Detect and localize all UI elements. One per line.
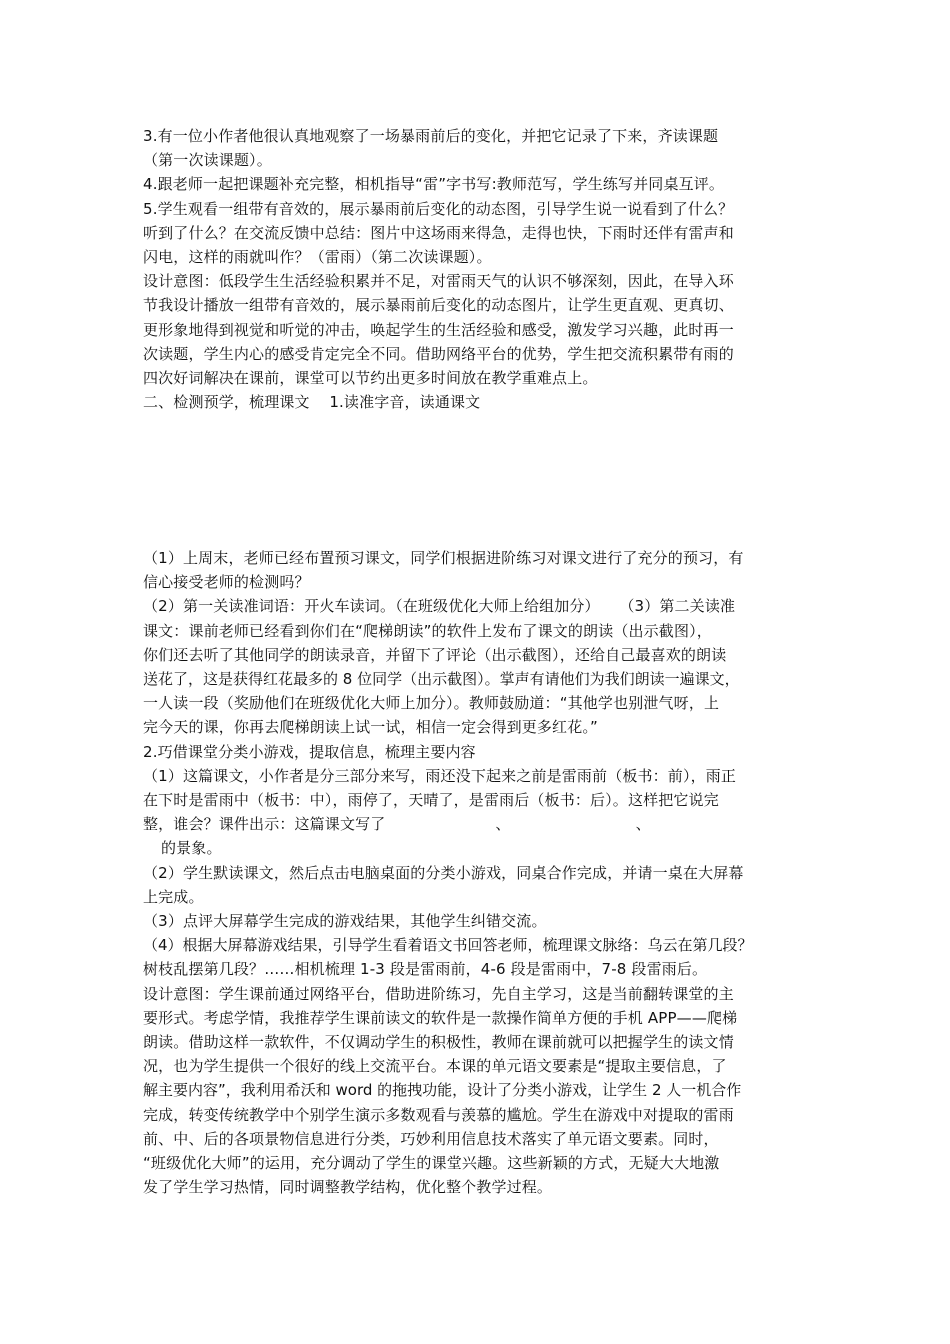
- design-intent-line: 解主要内容”，我利用希沃和 word 的拖拽功能，设计了分类小游戏，让学生 2 人一机合作: [143, 1081, 742, 1100]
- text-line: 的景象。: [161, 839, 222, 858]
- text-line: 闪电，这样的雨就叫作？（雷雨）（第二次读课题）。: [143, 248, 492, 267]
- text-line: 一人读一段（奖励他们在班级优化大师上加分）。教师鼓励道：“其他学也别泄气呀，上: [143, 694, 720, 713]
- text-line: 你们还去听了其他同学的朗读录音，并留下了评论（出示截图），还给自己最喜欢的朗读: [143, 645, 727, 664]
- text-line: （1）这篇课文，小作者是分三部分来写，雨还没下起来之前是雷雨前（板书：前），雨正: [143, 766, 737, 785]
- design-intent-line: 朗读。借助这样一款软件，不仅调动学生的积极性，教师在课前就可以把握学生的读文情: [143, 1033, 734, 1052]
- section-heading: 2.巧借课堂分类小游戏，提取信息，梳理主要内容: [143, 742, 476, 761]
- section-one: [143, 124, 827, 414]
- text-line: 信心接受老师的检测吗？: [143, 573, 310, 592]
- fill-in-line: [143, 812, 827, 836]
- text-line: 3.有一位小作者他很认真地观察了一场暴雨前后的变化，并把它记录了下来，齐读课题: [143, 127, 719, 145]
- design-intent-line: 设计意图：学生课前通过网络平台，借助进阶练习，先自主学习，这是当前翻转课堂的主: [143, 984, 734, 1003]
- text-line: （3）点评大屏幕学生完成的游戏结果，其他学生纠错交流。: [143, 912, 547, 931]
- section-heading: 二、检测预学，梳理课文 1.读准字音，读通课文: [143, 393, 481, 412]
- text-line: （2）第一关读准词语：开火车读词。（在班级优化大师上给组加分） （3）第二关读准: [143, 597, 736, 616]
- design-intent-line: 况，也为学生提供一个很好的线上交流平台。本课的单元语文要素是“提取主要信息，了: [143, 1057, 727, 1076]
- design-intent-line: 更形象地得到视觉和听觉的冲击，唤起学生的生活经验和感受，激发学习兴趣，此时再一: [143, 320, 734, 339]
- text-line: 上完成。: [143, 887, 204, 906]
- design-intent-line: 四次好词解决在课前，课堂可以节约出更多时间放在教学重难点上。: [143, 369, 598, 388]
- text-line: 4.跟老师一起把课题补充完整，相机指导“雷”字书写:教师范写，学生练写并同桌互评。: [143, 175, 725, 194]
- design-intent-line: 设计意图：低段学生生活经验积累并不足，对雷雨天气的认识不够深刻，因此，在导入环: [143, 272, 734, 291]
- text-line: （1）上周末，老师已经布置预习课文，同学们根据进阶练习对课文进行了充分的预习，有: [143, 549, 744, 567]
- fill-in-separator: 、: [635, 815, 651, 834]
- text-line: （4）根据大屏幕游戏结果，引导学生看着语文书回答老师，梳理课文脉络：乌云在第几段？: [143, 936, 753, 955]
- text-line: （第一次读课题）。: [143, 151, 272, 170]
- design-intent-line: 次读题，学生内心的感受肯定完全不同。借助网络平台的优势，学生把交流积累带有雨的: [143, 344, 734, 363]
- section-two: [143, 546, 827, 1199]
- design-intent-line: 前、中、后的各项景物信息进行分类，巧妙利用信息技术落实了单元语文要素。同时，: [143, 1129, 719, 1148]
- design-intent-line: 发了学生学习热情，同时调整教学结构，优化整个教学过程。: [143, 1178, 553, 1197]
- fill-in-prefix: 整，谁会？课件出示：这篇课文写了: [143, 815, 386, 834]
- fill-in-separator: 、: [495, 815, 511, 834]
- text-line: 听到了什么？在交流反馈中总结：图片中这场雨来得急，走得也快，下雨时还伴有雷声和: [143, 223, 734, 242]
- text-line: 在下时是雷雨中（板书：中），雨停了，天晴了，是雷雨后（板书：后）。这样把它说完: [143, 791, 719, 810]
- text-line: （2）学生默读课文，然后点击电脑桌面的分类小游戏，同桌合作完成，并请一桌在大屏幕: [143, 863, 744, 882]
- design-intent-line: 节我设计播放一组带有音效的，展示暴雨前后变化的动态图片，让学生更直观、更真切、: [143, 296, 734, 315]
- text-line: 5.学生观看一组带有音效的，展示暴雨前后变化的动态图，引导学生说一说看到了什么？: [143, 199, 734, 218]
- design-intent-line: 完成，转变传统教学中个别学生演示多数观看与羡慕的尴尬。学生在游戏中对提取的雷雨: [143, 1105, 734, 1124]
- text-line: 树枝乱摆第几段？……相机梳理 1-3 段是雷雨前，4-6 段是雷雨中，7-8 段雷雨后。: [143, 960, 708, 979]
- design-intent-line: 要形式。考虑学情，我推荐学生课前读文的软件是一款操作简单方便的手机 APP——爬梯: [143, 1008, 738, 1027]
- text-line: 送花了，这是获得红花最多的 8 位同学（出示截图）。掌声有请他们为我们朗读一遍课文，: [143, 670, 740, 689]
- text-line: 完今天的课，你再去爬梯朗读上试一试，相信一定会得到更多红花。”: [143, 718, 598, 737]
- text-line: 课文：课前老师已经看到你们在“爬梯朗读”的软件上发布了课文的朗读（出示截图），: [143, 621, 712, 640]
- design-intent-line: “班级优化大师”的运用，充分调动了学生的课堂兴趣。这些新颖的方式，无疑大大地激: [143, 1154, 720, 1173]
